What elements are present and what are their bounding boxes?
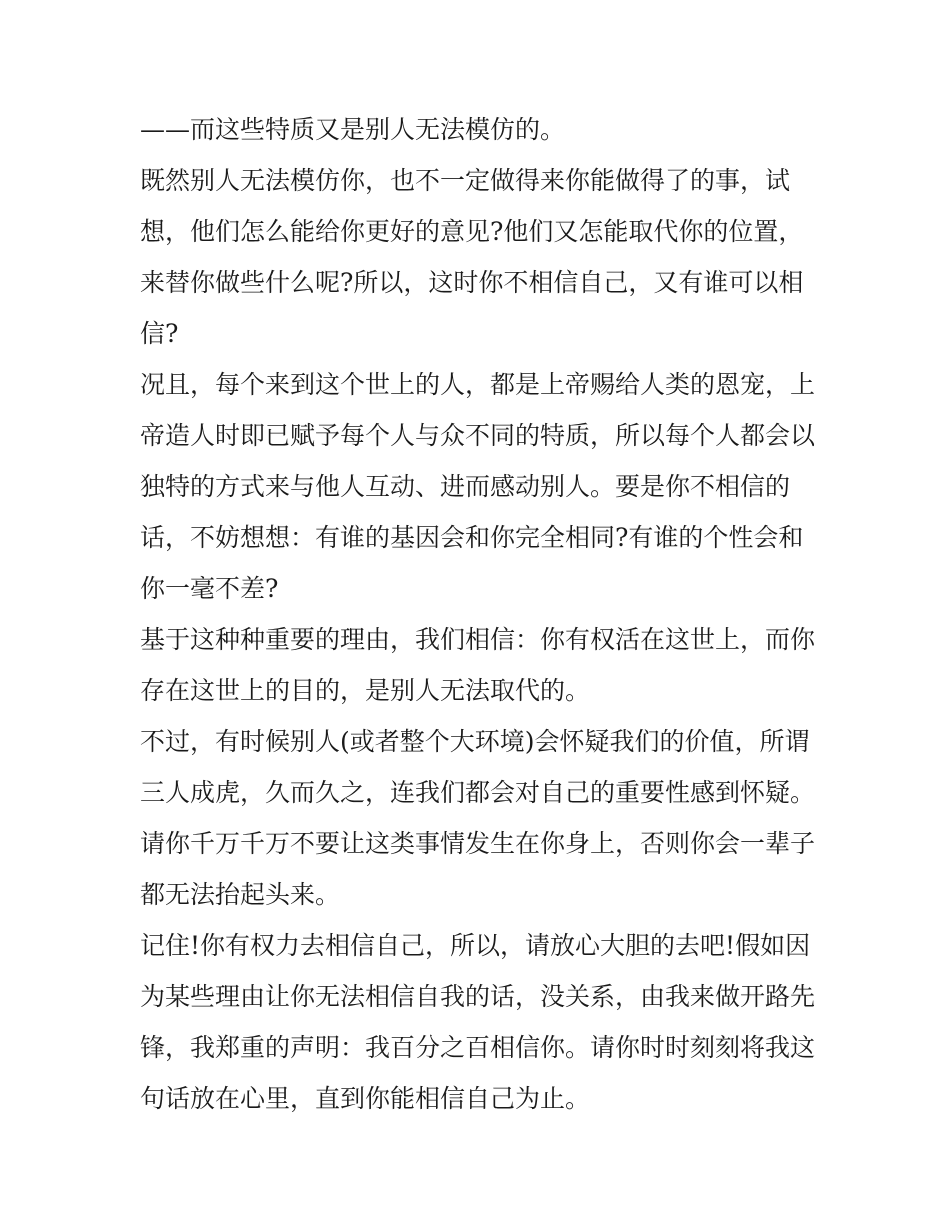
text-line: 信? [140,319,179,348]
text-line: 基于这种种重要的理由，我们相信：你有权活在这世上，而你 [140,625,816,654]
text-line: 你一毫不差? [140,574,279,603]
text-line: ——而这些特质又是别人无法模仿的。 [140,115,566,144]
text-line: 请你千万千万不要让这类事情发生在你身上，否则你会一辈子 [140,829,816,858]
document-body [140,104,816,1124]
paragraph-1 [140,104,816,155]
text-line: 都无法抬起头来。 [140,880,341,909]
text-line: 独特的方式来与他人互动、进而感动别人。要是你不相信的 [140,472,791,501]
text-line: 记住!你有权力去相信自己，所以，请放心大胆的去吧!假如因 [140,931,811,960]
paragraph-3 [140,359,816,614]
text-line: 况且，每个来到这个世上的人，都是上帝赐给人类的恩宠，上 [140,370,816,399]
text-line: 三人成虎，久而久之，连我们都会对自己的重要性感到怀疑。 [140,778,816,807]
text-line: 存在这世上的目的，是别人无法取代的。 [140,676,591,705]
text-line: 不过，有时候别人(或者整个大环境)会怀疑我们的价值，所谓 [140,727,810,756]
text-line: 为某些理由让你无法相信自我的话，没关系，由我来做开路先 [140,982,816,1011]
text-line: 帝造人时即已赋予每个人与众不同的特质，所以每个人都会以 [140,421,816,450]
text-line: 锋，我郑重的声明：我百分之百相信你。请你时时刻刻将我这 [140,1033,816,1062]
text-line: 句话放在心里，直到你能相信自己为止。 [140,1084,591,1113]
paragraph-6 [140,920,816,1124]
paragraph-5 [140,716,816,920]
paragraph-2 [140,155,816,359]
text-line: 话，不妨想想：有谁的基因会和你完全相同?有谁的个性会和 [140,523,804,552]
text-line: 来替你做些什么呢?所以，这时你不相信自己，又有谁可以相 [140,268,804,297]
text-line: 既然别人无法模仿你，也不一定做得来你能做得了的事，试 [140,166,791,195]
text-line: 想，他们怎么能给你更好的意见?他们又怎能取代你的位置， [140,217,804,246]
paragraph-4 [140,614,816,716]
